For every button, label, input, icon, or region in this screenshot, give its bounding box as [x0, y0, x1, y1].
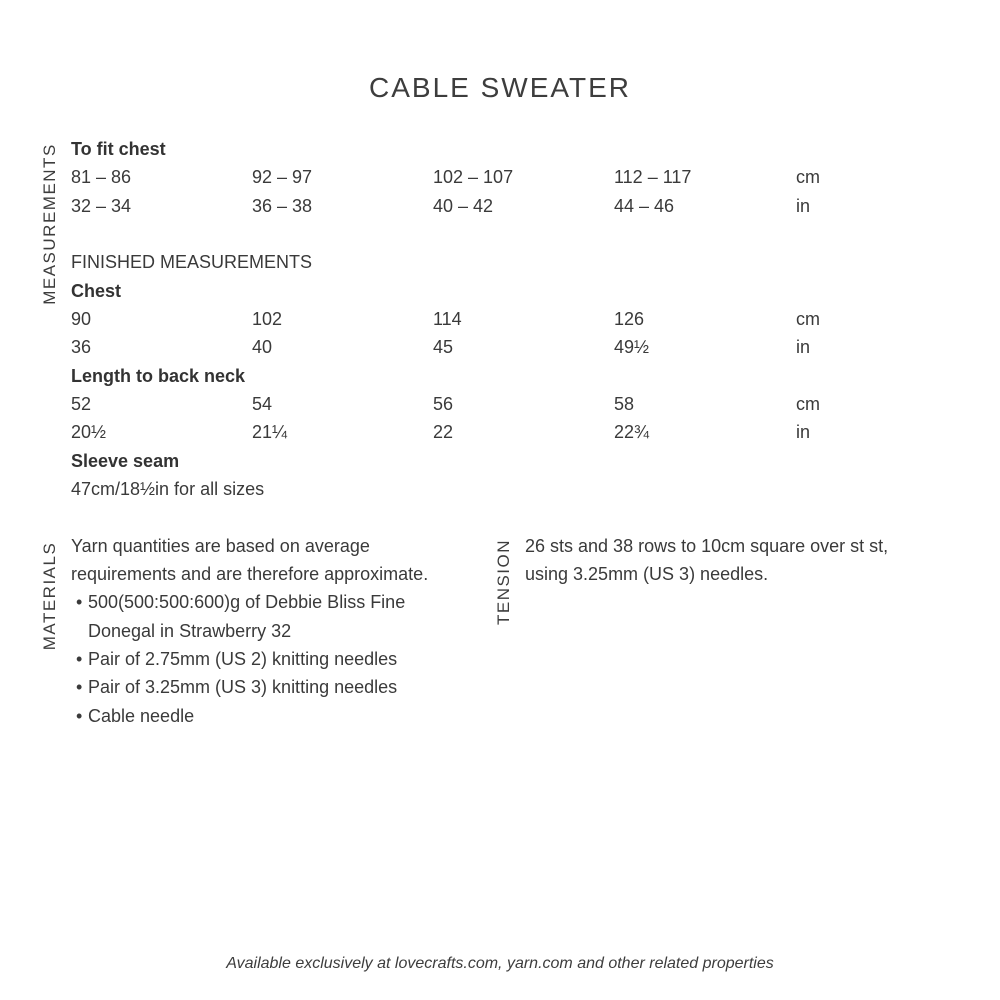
sleeve-seam-text: 47cm/18½in for all sizes: [71, 479, 265, 499]
length-heading: Length to back neck: [71, 366, 246, 386]
size-cell: 20½: [71, 422, 107, 442]
size-cell: 21¼: [252, 422, 288, 442]
tension-side-label: TENSION: [494, 538, 513, 626]
size-cell: 49½: [614, 337, 650, 357]
unit-cell: cm: [796, 167, 820, 187]
tension-line: using 3.25mm (US 3) needles.: [525, 564, 769, 584]
sleeve-seam-heading: Sleeve seam: [71, 451, 180, 471]
size-cell: 45: [433, 337, 454, 357]
size-cell: 112 – 117: [614, 167, 692, 187]
bullet-icon: •: [76, 649, 83, 669]
chest-heading: Chest: [71, 281, 122, 301]
bullet-icon: •: [76, 592, 83, 612]
size-cell: 81 – 86: [71, 167, 132, 187]
size-cell: 92 – 97: [252, 167, 313, 187]
size-cell: 56: [433, 394, 454, 414]
size-cell: 102: [252, 309, 283, 329]
footer-note: Available exclusively at lovecrafts.com, yarn.com and other related properties: [226, 955, 774, 972]
size-cell: 22: [433, 422, 454, 442]
materials-intro-line: requirements and are therefore approximate.: [71, 564, 429, 584]
size-cell: 52: [71, 394, 92, 414]
size-cell: 40: [252, 337, 273, 357]
to-fit-chest-heading: To fit chest: [71, 139, 166, 159]
materials-item: 500(500:500:600)g of Debbie Bliss Fine: [88, 592, 406, 612]
size-cell: 32 – 34: [71, 196, 132, 216]
size-cell: 54: [252, 394, 273, 414]
size-cell: 44 – 46: [614, 196, 675, 216]
size-cell: 126: [614, 309, 645, 329]
size-cell: 102 – 107: [433, 167, 514, 187]
tension-line: 26 sts and 38 rows to 10cm square over st st,: [525, 536, 889, 556]
unit-cell: in: [796, 422, 811, 442]
bullet-icon: •: [76, 706, 83, 726]
unit-cell: cm: [796, 309, 820, 329]
size-cell: 40 – 42: [433, 196, 494, 216]
finished-measurements-heading: FINISHED MEASUREMENTS: [71, 252, 313, 272]
size-cell: 58: [614, 394, 635, 414]
materials-item: Cable needle: [88, 706, 195, 726]
materials-item-continued: Donegal in Strawberry 32: [88, 621, 292, 641]
size-cell: 22¾: [614, 422, 650, 442]
page-title: CABLE SWEATER: [369, 72, 631, 103]
unit-cell: in: [796, 337, 811, 357]
materials-item: Pair of 2.75mm (US 2) knitting needles: [88, 649, 398, 669]
unit-cell: cm: [796, 394, 820, 414]
size-cell: 36 – 38: [252, 196, 313, 216]
bullet-icon: •: [76, 677, 83, 697]
size-cell: 114: [433, 309, 462, 329]
unit-cell: in: [796, 196, 811, 216]
materials-intro-line: Yarn quantities are based on average: [71, 536, 370, 556]
size-cell: 36: [71, 337, 92, 357]
measurements-side-label: MEASUREMENTS: [40, 143, 59, 305]
size-cell: 90: [71, 309, 92, 329]
materials-item: Pair of 3.25mm (US 3) knitting needles: [88, 677, 398, 697]
materials-side-label: MATERIALS: [40, 541, 59, 651]
